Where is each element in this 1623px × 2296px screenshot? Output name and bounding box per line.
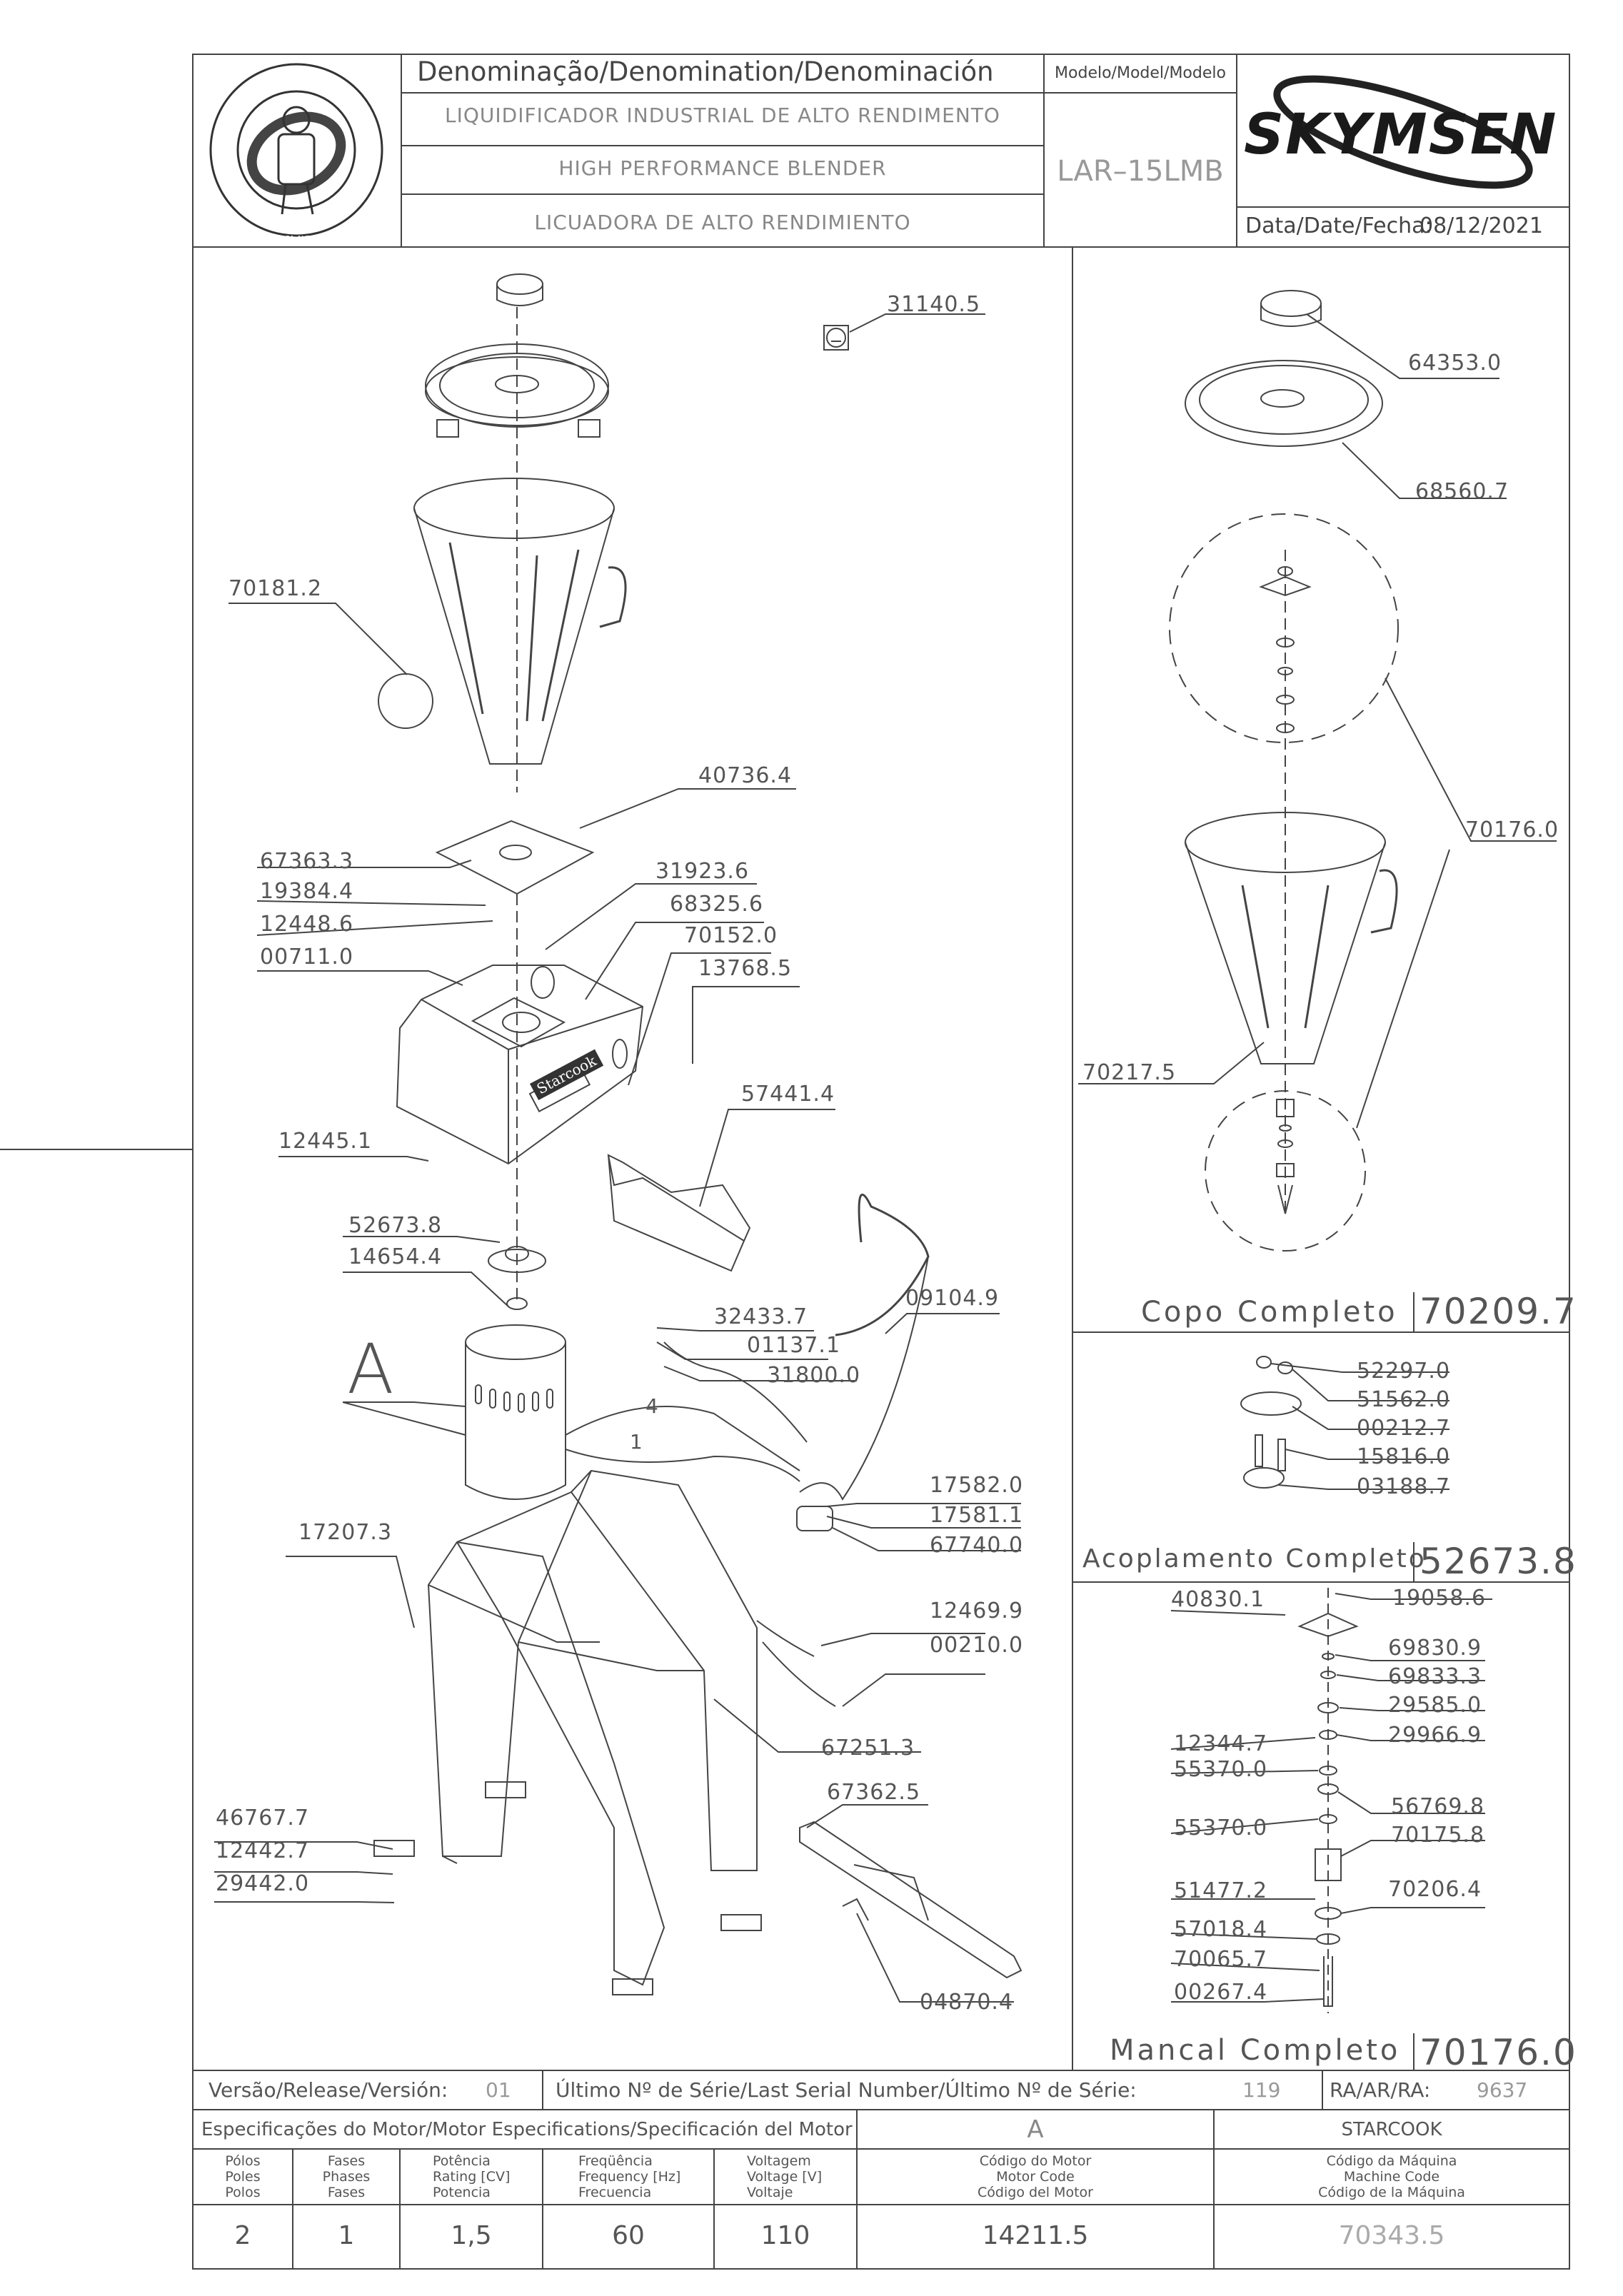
version-value: 01 — [486, 2078, 511, 2102]
part-label: 31800.0 — [767, 1363, 861, 1388]
part-label: 40830.1 — [1171, 1587, 1265, 1612]
part-label: 69833.3 — [1388, 1664, 1482, 1689]
col-phases-header: Fases Phases Fases — [322, 2153, 371, 2200]
col-voltage-header: Voltagem Voltage [V] Voltaje — [747, 2153, 823, 2200]
wire-number: 1 — [630, 1430, 643, 1454]
part-label: 19384.4 — [260, 879, 354, 904]
part-label: 70181.2 — [228, 576, 323, 601]
model-number: LAR–15LMB — [1057, 155, 1224, 188]
part-label: 29442.0 — [216, 1871, 310, 1896]
col-motor-code-header: Código do Motor Motor Code Código del Motor — [978, 2153, 1093, 2200]
copo-title: Copo Completo — [1141, 1296, 1398, 1329]
part-label: 51562.0 — [1357, 1387, 1451, 1412]
ra-value: 9637 — [1477, 2078, 1528, 2102]
part-label: 55370.0 — [1174, 1757, 1268, 1782]
part-label: 17207.3 — [298, 1520, 393, 1545]
motor-code-value: 14211.5 — [982, 2221, 1089, 2250]
power-value: 1,5 — [451, 2221, 492, 2250]
part-label: 70217.5 — [1082, 1060, 1177, 1085]
wire-number: 4 — [645, 1394, 658, 1418]
part-label: 17582.0 — [930, 1473, 1024, 1498]
part-label: 00267.4 — [1174, 1980, 1268, 2005]
motor-spec-label: Especificações do Motor/Motor Especifications/Specificación del Motor — [201, 2119, 853, 2140]
part-label: 31140.5 — [887, 292, 981, 317]
part-label: 14654.4 — [348, 1244, 443, 1269]
technician-seal — [211, 64, 382, 236]
phases-value: 1 — [338, 2221, 355, 2250]
part-label: 04870.4 — [920, 1990, 1014, 2015]
product-name-en: HIGH PERFORMANCE BLENDER — [558, 156, 887, 180]
part-label: 01137.1 — [747, 1333, 841, 1358]
part-label: 31923.6 — [655, 859, 750, 884]
part-label: 46767.7 — [216, 1806, 310, 1831]
part-label: 12344.7 — [1174, 1731, 1268, 1756]
base-logo-badge: Starcook — [530, 1049, 603, 1100]
part-label: 52673.8 — [348, 1213, 443, 1238]
mancal-code: 70176.0 — [1420, 2032, 1577, 2073]
acoplamento-code: 52673.8 — [1420, 1541, 1577, 1582]
poles-value: 2 — [234, 2221, 251, 2250]
part-label: 57441.4 — [741, 1082, 835, 1107]
mancal-title: Mancal Completo — [1110, 2034, 1401, 2067]
part-label: 70175.8 — [1391, 1823, 1485, 1848]
serial-label: Último Nº de Série/Last Serial Number/Último Nº de Série: — [556, 2078, 1137, 2102]
part-label: 55370.0 — [1174, 1816, 1268, 1841]
frequency-value: 60 — [612, 2221, 645, 2250]
part-label: 69830.9 — [1388, 1636, 1482, 1661]
part-label: 09104.9 — [905, 1286, 1000, 1311]
part-label: 67740.0 — [930, 1533, 1024, 1558]
part-label: 51477.2 — [1174, 1878, 1268, 1903]
part-label: 70176.0 — [1465, 817, 1559, 842]
part-label: 29585.0 — [1388, 1693, 1482, 1718]
part-label: 67363.3 — [260, 849, 354, 874]
part-label: 67362.5 — [827, 1780, 921, 1805]
part-label: 40736.4 — [698, 763, 793, 788]
manufacturer: STARCOOK — [1341, 2119, 1442, 2140]
part-label: 70065.7 — [1174, 1947, 1268, 1972]
product-name-pt: LIQUIDIFICADOR INDUSTRIAL DE ALTO RENDIMENTO — [445, 104, 1000, 127]
part-label: 70152.0 — [684, 923, 778, 948]
col-frequency-header: Freqüência Frequency [Hz] Frecuencia — [578, 2153, 681, 2200]
col-machine-code-header: Código da Máquina Machine Code Código de la Máquina — [1318, 2153, 1465, 2200]
part-label: 67251.3 — [821, 1736, 915, 1761]
part-label: 12445.1 — [278, 1129, 373, 1154]
version-label: Versão/Release/Versión: — [208, 2078, 448, 2102]
part-label: 00212.7 — [1357, 1416, 1451, 1441]
col-poles-header: Pólos Poles Polos — [225, 2153, 261, 2200]
part-label: 64353.0 — [1408, 351, 1502, 376]
model-label: Modelo/Model/Modelo — [1055, 64, 1226, 82]
part-label: 19058.6 — [1392, 1586, 1487, 1611]
part-label: 12469.9 — [930, 1598, 1024, 1623]
drawing-frame — [193, 54, 1569, 2269]
copo-code: 70209.7 — [1420, 1291, 1577, 1332]
part-label: 68325.6 — [670, 892, 764, 917]
part-label: 70206.4 — [1388, 1877, 1482, 1902]
part-label: 00711.0 — [260, 945, 354, 970]
col-power-header: Potência Rating [CV] Potencia — [433, 2153, 511, 2200]
part-label: 56769.8 — [1391, 1794, 1485, 1819]
part-label: 15816.0 — [1357, 1444, 1451, 1469]
acoplamento-title: Acoplamento Completo — [1082, 1544, 1427, 1574]
part-label: 29966.9 — [1388, 1723, 1482, 1748]
part-label: 68560.7 — [1415, 479, 1509, 504]
part-label: 32433.7 — [714, 1304, 808, 1329]
serial-value: 119 — [1242, 2078, 1281, 2102]
part-label: 12442.7 — [216, 1838, 310, 1863]
motor-letter: A — [347, 1329, 394, 1409]
machine-code-value: 70343.5 — [1338, 2221, 1445, 2250]
date-value: 08/12/2021 — [1420, 213, 1543, 238]
part-label: 57018.4 — [1174, 1917, 1268, 1942]
seal-text: ASSISTÊNCIA TÉCNICA AUTORIZADA — [214, 235, 344, 243]
product-name-es: LICUADORA DE ALTO RENDIMIENTO — [534, 211, 911, 234]
voltage-value: 110 — [760, 2221, 810, 2250]
ra-label: RA/AR/RA: — [1330, 2078, 1431, 2102]
part-label: 17581.1 — [930, 1503, 1024, 1528]
motor-letter-cell: A — [1027, 2115, 1044, 2144]
part-label: 03188.7 — [1357, 1474, 1451, 1499]
part-label: 12448.6 — [260, 912, 354, 937]
part-label: 00210.0 — [930, 1633, 1024, 1658]
date-label: Data/Date/Fecha: — [1245, 213, 1432, 238]
denomination-label: Denominação/Denomination/Denominación — [417, 56, 994, 87]
part-label: 52297.0 — [1357, 1359, 1451, 1384]
brand-logo-text: SKYMSEN — [1244, 103, 1558, 167]
part-label: 13768.5 — [698, 956, 793, 981]
